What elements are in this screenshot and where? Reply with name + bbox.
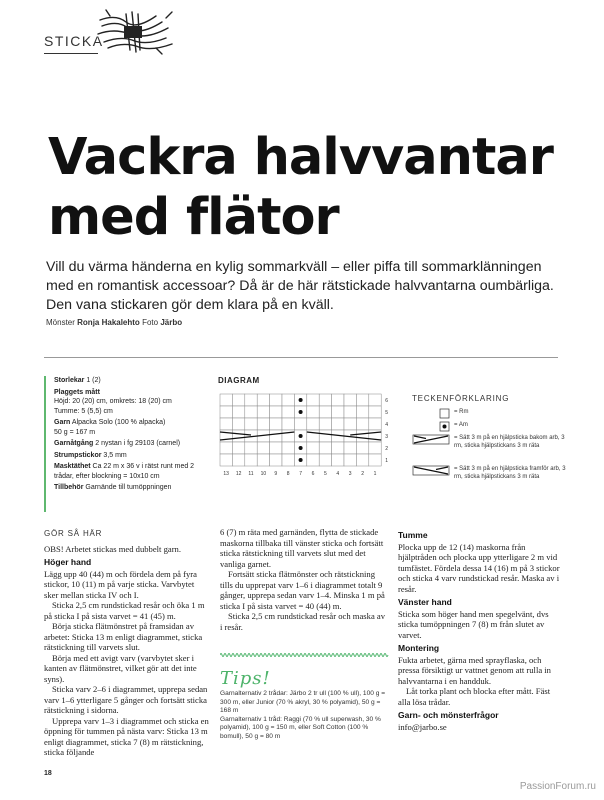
instructions-column-2 [220, 527, 386, 632]
chart-cell [356, 418, 368, 430]
note: OBS! Arbetet stickas med dubbelt garn. [44, 543, 181, 554]
row-label: 4 [385, 422, 388, 428]
spec-yarn-amount: Garnåtgång 2 nystan i fg 29103 (carnel) [54, 440, 181, 447]
chart-cell [270, 406, 282, 418]
chart-cell [319, 442, 331, 454]
chart-cell [332, 406, 344, 418]
chart-cell [332, 442, 344, 454]
chart-cell [332, 418, 344, 430]
left-hand-text: Sticka som höger hand men spegelvänt, dvs sticka tumöppningen 7 (8) m från slutet av varvet. [398, 608, 549, 640]
cable-front-icon [412, 465, 452, 476]
row-label: 6 [385, 398, 388, 404]
chart-cell [232, 430, 244, 442]
row-label: 5 [385, 410, 388, 416]
how-to-heading: GÖR SÅ HÄR [44, 529, 103, 538]
spec-yarn: Garn Alpacka Solo (100 % alpacka) 50 g = 167 m [54, 419, 166, 436]
chart-cell [356, 406, 368, 418]
cable-back-icon [412, 434, 452, 445]
section-underline [44, 53, 98, 54]
credit-photo-label: Foto [142, 318, 159, 327]
chart-cell [245, 454, 257, 466]
chart-cell [307, 454, 319, 466]
chart-cell [307, 406, 319, 418]
chart-cell [319, 406, 331, 418]
thumb-heading: Tumme [398, 530, 428, 540]
right-hand-p2: Sticka 2,5 cm rundstickad resår och öka 1 m på sticka I på sista varvet = 41 (45) m. [44, 600, 205, 621]
chart-cell [356, 394, 368, 406]
chart-cell [356, 454, 368, 466]
column-label: 12 [235, 471, 242, 477]
tips-line-1: Garnalternativ 2 trådar: Järbo 2 tr ull (100 % ull), 100 g = 300 m, eller Junior (70 % akryl, 30 % polyamid), 50 g = 168 m [220, 690, 386, 715]
knitting-chart [218, 392, 398, 487]
instructions-column-3 [398, 527, 562, 732]
row-label: 1 [385, 458, 388, 464]
credit-pattern-name: Ronja Hakalehto [77, 318, 140, 327]
purl-dot [299, 398, 303, 402]
section-header [0, 0, 604, 62]
chart-cell [319, 454, 331, 466]
column-label: 13 [223, 471, 229, 477]
legend-title: TECKENFÖRKLARING [412, 394, 510, 403]
chart-cell [319, 430, 331, 442]
instructions-column-1 [44, 529, 210, 758]
yarn-questions-email: info@jarbo.se [398, 721, 447, 732]
column-label: 11 [248, 471, 254, 477]
chart-cell [257, 418, 269, 430]
chart-cell [245, 418, 257, 430]
chart-cell [307, 418, 319, 430]
chart-cell [220, 406, 232, 418]
column-label: 3 [348, 471, 352, 477]
chart-cell [220, 454, 232, 466]
chart-cell [356, 442, 368, 454]
chart-cell [232, 394, 244, 406]
diagram-title: DIAGRAM [218, 376, 260, 385]
article-title [48, 128, 553, 248]
column-label: 9 [274, 471, 278, 477]
chart-cell [270, 454, 282, 466]
legend [412, 408, 572, 496]
chart-cell [369, 442, 381, 454]
chart-cell [257, 454, 269, 466]
right-hand-p8: Fortsätt sticka flätmönster och rätstickning tills du upprepat varv 1–6 i diagrammet totalt 9 gånger, upprepa sedan varv 1–4. Minska 1 m på sticka I på sista varvet = 40 (44) m. [220, 569, 385, 611]
tips-body [220, 690, 390, 742]
yarn-questions-heading: Garn- och mönsterfrågor [398, 710, 499, 720]
right-hand-p4: Börja med ett avigt varv (varvbytet sker i kanten av flätmönstret, vilket gör att det inte syns). [44, 652, 197, 684]
chart-cell [369, 418, 381, 430]
chart-cell [257, 406, 269, 418]
chart-cell [270, 430, 282, 442]
chart-cell [344, 406, 356, 418]
chart-cell [319, 394, 331, 406]
purl-dot [299, 434, 303, 438]
legend-item-cable-front: = Sätt 3 m på en hjälpsticka framför arb, 3 rm, sticka hjälpstickans 3 m räta [412, 465, 572, 495]
chart-cell [307, 394, 319, 406]
article-credits [46, 318, 182, 327]
finishing-p2: Låt torka plant och blocka efter mått. Fäst alla lösa trådar. [398, 686, 551, 707]
thumb-text: Plocka upp de 12 (14) maskorna från hjälptråden och plocka upp ytterligare 2 m vid tumfästet. Fördela dessa 14 (16) m på 3 stickor och sticka 4 varv rundstickad resår. Maska av i resår. [398, 541, 560, 594]
chart-cell [245, 406, 257, 418]
chart-cell [220, 442, 232, 454]
purl-dot [299, 458, 303, 462]
chart-cell [220, 418, 232, 430]
spec-gauge: Masktäthet Ca 22 m x 36 v i rätst runt med 2 trådar, efter blockning = 10x10 cm [54, 463, 195, 480]
spec-accessories: Tillbehör Garnände till tumöppningen [54, 484, 172, 491]
chart-cell [344, 394, 356, 406]
chart-cell [245, 442, 257, 454]
right-hand-p1: Lägg upp 40 (44) m och fördela dem på fyra stickor, 10 (11) m på varje sticka. Varvbytet sker mellan sticka IV och I. [44, 568, 197, 600]
column-label: 8 [286, 471, 290, 477]
credit-photo-name: Järbo [160, 318, 183, 327]
chart-cell [369, 454, 381, 466]
specs-box [44, 376, 204, 512]
title-line-1: Vackra halvvantar [48, 128, 553, 187]
chart-cell [344, 442, 356, 454]
spec-sizes: Storlekar 1 (2) [54, 377, 101, 384]
column-label: 1 [373, 471, 377, 477]
chart-cell [245, 394, 257, 406]
column-label: 4 [336, 471, 340, 477]
chart-cell [319, 418, 331, 430]
tips-title: Tips! [220, 668, 271, 689]
chart-cell [257, 442, 269, 454]
row-label: 3 [385, 434, 388, 440]
legend-item-cable-back: = Sätt 3 m på en hjälpsticka bakom arb, 3 rm, sticka hjälpstickans 3 m räta [412, 434, 572, 464]
column-label: 10 [260, 471, 267, 477]
credit-pattern-label: Mönster [46, 318, 75, 327]
tips-line-2: Garnalternativ 1 tråd: Raggi (70 % ull superwash, 30 % polyamid), 100 g = 150 m, eller Soft Cotton (100 % bomull), 50 g = 80 m [220, 715, 381, 740]
chart-cell [344, 418, 356, 430]
right-hand-p6: Upprepa varv 1–3 i diagrammet och sticka en öppning för tummen på nästa varv: Sticka 13 m enligt diagrammet, sticka 7 (8) m rätstickning, sticka följande [44, 715, 209, 757]
chart-cell [270, 394, 282, 406]
chart-cell [356, 430, 368, 442]
column-label: 7 [299, 471, 302, 477]
chart-cell [294, 418, 306, 430]
spec-needles: Strumpstickor 3,5 mm [54, 451, 127, 459]
right-hand-p5: Sticka varv 2–6 i diagrammet, upprepa sedan varv 1–6 ytterligare 5 gånger och fortsätt sticka rätstickning i sidorna. [44, 684, 208, 715]
left-hand-heading: Vänster hand [398, 597, 452, 607]
column-label: 6 [311, 471, 315, 477]
chart-cell [232, 442, 244, 454]
chart-cell [220, 394, 232, 406]
chart-cell [282, 394, 294, 406]
chart-cell [282, 454, 294, 466]
watermark: PassionForum.ru [519, 781, 596, 792]
chart-cell [332, 394, 344, 406]
right-hand-p7: 6 (7) m räta med garnänden, flytta de stickade maskorna tillbaka till vänster sticka och fortsätt sticka rätstickning till varvets slut med det vanliga garnet. [220, 527, 384, 569]
wavy-divider [220, 651, 390, 659]
page-number: 18 [44, 770, 52, 777]
purl-dot [299, 446, 303, 450]
finishing-p1: Fukta arbetet, gärna med sprayflaska, och pressa försiktigt ur vattnet genom att rulla in halvvantarna i en handduk. [398, 654, 551, 686]
right-hand-p9: Sticka 2,5 cm rundstickad resår och maska av i resår. [220, 611, 386, 632]
title-line-2: med flätor [48, 188, 339, 247]
chart-cell [232, 454, 244, 466]
section-label: STICKA [44, 33, 104, 49]
right-hand-p3: Börja sticka flätmönstret på framsidan av arbetet: Sticka 13 m enligt diagrammet, sticka rätstickning till varvets slut. [44, 621, 203, 652]
right-hand-heading: Höger hand [44, 557, 92, 567]
divider [44, 357, 558, 358]
spec-measurements: Plaggets mått Höjd: 20 (20) cm, omkrets: 18 (20) cm Tumme: 5 (5,5) cm [54, 388, 172, 415]
article-intro: Vill du värma händerna en kylig sommarkväll – eller piffa till sommarklänningen med en romantisk accessoar? Då är de här rätstickade halvvantarna oumbärliga. Den vana stickaren gör dem klara på en kväll. [46, 259, 554, 313]
purl-dot [299, 410, 303, 414]
chart-cell [369, 406, 381, 418]
dot-square-icon [412, 421, 452, 432]
column-label: 5 [324, 471, 327, 477]
column-label: 2 [361, 471, 364, 477]
chart-cell [270, 442, 282, 454]
finishing-heading: Montering [398, 643, 440, 653]
chart-cell [257, 394, 269, 406]
chart-cell [344, 454, 356, 466]
chart-cell [369, 394, 381, 406]
legend-item-purl: = Am [412, 421, 572, 433]
chart-cell [282, 418, 294, 430]
row-label: 2 [385, 446, 388, 452]
chart-cell [270, 418, 282, 430]
chart-cell [332, 454, 344, 466]
chart-cell [282, 406, 294, 418]
chart-cell [307, 442, 319, 454]
chart-cell [232, 418, 244, 430]
legend-item-knit: = Rm [412, 408, 572, 420]
empty-square-icon [412, 408, 452, 419]
chart-cell [282, 442, 294, 454]
yarn-skein-icon [96, 8, 176, 56]
chart-cell [232, 406, 244, 418]
